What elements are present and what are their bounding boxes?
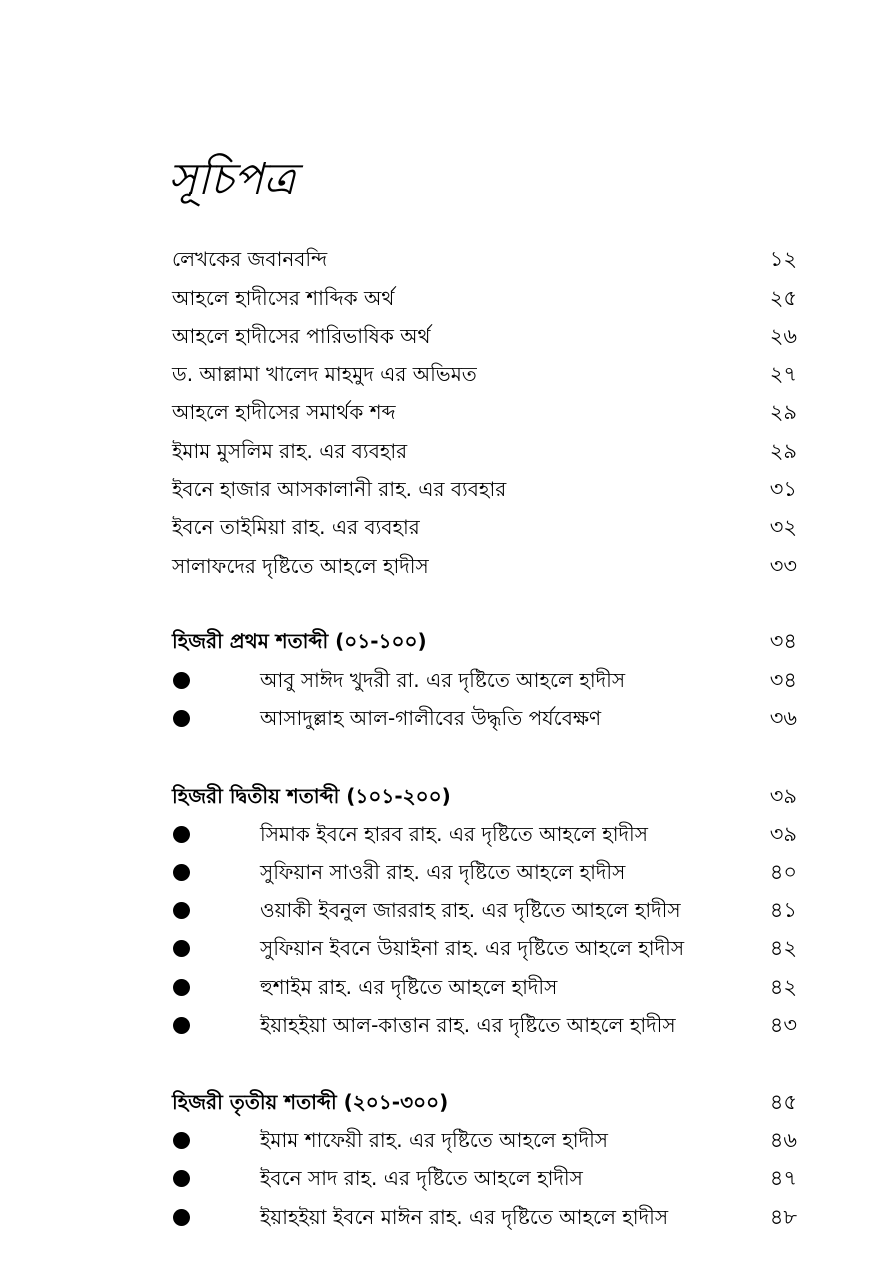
entry-label: ড. আল্লামা খালেদ মাহমুদ এর অভিমত: [172, 362, 477, 386]
entry-label: ইমাম শাফেয়ী রাহ. এর দৃষ্টিতে আহলে হাদীস: [260, 1128, 609, 1152]
bullet-icon: [173, 672, 190, 689]
page-number: ২৯: [769, 439, 797, 463]
section-heading[interactable]: [0, 1083, 869, 1121]
toc-entry[interactable]: [0, 240, 869, 278]
toc-subentry[interactable]: [0, 968, 869, 1006]
bullet-icon: [173, 1170, 190, 1187]
bullet-icon: [173, 902, 190, 919]
page-number: ৩৪: [769, 668, 797, 692]
page-number: ২৯: [769, 400, 797, 424]
entry-label: আহলে হাদীসের পারিভাষিক অর্থ: [172, 324, 431, 348]
toc-subentry[interactable]: [0, 1198, 869, 1236]
entry-label: ইবনে হাজার আসকালানী রাহ. এর ব্যবহার: [172, 477, 507, 501]
bullet-icon: [173, 1132, 190, 1149]
toc-subentry[interactable]: [0, 1006, 869, 1044]
page-number: ৩২: [769, 515, 797, 539]
toc-entry[interactable]: [0, 355, 869, 393]
entry-label: আহলে হাদীসের শাব্দিক অর্থ: [172, 286, 395, 310]
section-heading-label: হিজরী তৃতীয় শতাব্দী (২০১-৩০০): [172, 1090, 449, 1114]
toc-entry[interactable]: [0, 508, 869, 546]
section-heading-label: হিজরী দ্বিতীয় শতাব্দী (১০১-২০০): [172, 784, 451, 808]
toc-entry[interactable]: [0, 393, 869, 431]
entry-label: ইয়াহইয়া আল-কাত্তান রাহ. এর দৃষ্টিতে আহলে হাদীস: [260, 1013, 676, 1037]
entry-label: ইমাম মুসলিম রাহ. এর ব্যবহার: [172, 439, 408, 463]
page-number: ৩৯: [769, 784, 797, 808]
page-number: ৩৯: [769, 822, 797, 846]
entry-label: সিমাক ইবনে হারব রাহ. এর দৃষ্টিতে আহলে হাদীস: [260, 822, 648, 846]
page-number: ৪৭: [769, 1166, 797, 1190]
entry-label: আহলে হাদীসের সমার্থক শব্দ: [172, 400, 396, 424]
entry-label: আবু সাঈদ খুদরী রা. এর দৃষ্টিতে আহলে হাদীস: [260, 668, 626, 692]
entry-label: ইয়াহইয়া ইবনে মাঈন রাহ. এর দৃষ্টিতে আহলে হাদীস: [260, 1205, 669, 1229]
toc-subentry[interactable]: [0, 929, 869, 967]
entry-label: ওয়াকী ইবনুল জাররাহ রাহ. এর দৃষ্টিতে আহলে হাদীস: [260, 898, 681, 922]
page-number: ২৬: [769, 324, 797, 348]
page-number: ৩৪: [769, 629, 797, 653]
toc-entry[interactable]: [0, 432, 869, 470]
toc-subentry[interactable]: [0, 699, 869, 737]
page-number: ৩৬: [769, 706, 797, 730]
toc-subentry[interactable]: [0, 1121, 869, 1159]
entry-label: আসাদুল্লাহ আল-গালীবের উদ্ধৃতি পর্যবেক্ষণ: [260, 706, 602, 730]
toc-entry[interactable]: [0, 317, 869, 355]
bullet-icon: [173, 1017, 190, 1034]
entry-label: সালাফদের দৃষ্টিতে আহলে হাদীস: [172, 554, 429, 578]
entry-label: ইবনে সাদ রাহ. এর দৃষ্টিতে আহলে হাদীস: [260, 1166, 583, 1190]
toc-subentry[interactable]: [0, 853, 869, 891]
toc-subentry[interactable]: [0, 661, 869, 699]
bullet-icon: [173, 710, 190, 727]
toc-entry[interactable]: [0, 279, 869, 317]
bullet-icon: [173, 864, 190, 881]
page-number: ৩৩: [769, 554, 797, 578]
bullet-icon: [173, 826, 190, 843]
entry-label: লেখকের জবানবন্দি: [172, 247, 328, 271]
bullet-icon: [173, 940, 190, 957]
page-title: সূচিপত্র: [168, 154, 296, 205]
toc-entry[interactable]: [0, 470, 869, 508]
toc-subentry[interactable]: [0, 815, 869, 853]
entry-label: হুশাইম রাহ. এর দৃষ্টিতে আহলে হাদীস: [260, 975, 558, 999]
page-number: ৪১: [769, 898, 797, 922]
page-number: ৪৮: [769, 1205, 797, 1229]
page-number: ৪৫: [769, 1090, 797, 1114]
section-heading-label: হিজরী প্রথম শতাব্দী (০১-১০০): [172, 629, 427, 653]
bullet-icon: [173, 979, 190, 996]
entry-label: সুফিয়ান ইবনে উয়াইনা রাহ. এর দৃষ্টিতে আহলে হাদীস: [260, 936, 685, 960]
page-number: ৪৩: [769, 1013, 797, 1037]
page-number: ৩১: [769, 477, 797, 501]
toc-subentry[interactable]: [0, 1159, 869, 1197]
entry-label: সুফিয়ান সাওরী রাহ. এর দৃষ্টিতে আহলে হাদীস: [260, 860, 626, 884]
page-number: ২৭: [769, 362, 797, 386]
section-heading[interactable]: [0, 777, 869, 815]
entry-label: ইবনে তাইমিয়া রাহ. এর ব্যবহার: [172, 515, 420, 539]
toc-subentry[interactable]: [0, 891, 869, 929]
page-number: ২৫: [769, 286, 797, 310]
page-number: ৪৬: [769, 1128, 797, 1152]
section-heading[interactable]: [0, 622, 869, 660]
toc-entry[interactable]: [0, 547, 869, 585]
page-number: ১২: [769, 247, 797, 271]
page-number: ৪০: [769, 860, 797, 884]
page-number: ৪২: [769, 936, 797, 960]
page-number: ৪২: [769, 975, 797, 999]
bullet-icon: [173, 1209, 190, 1226]
